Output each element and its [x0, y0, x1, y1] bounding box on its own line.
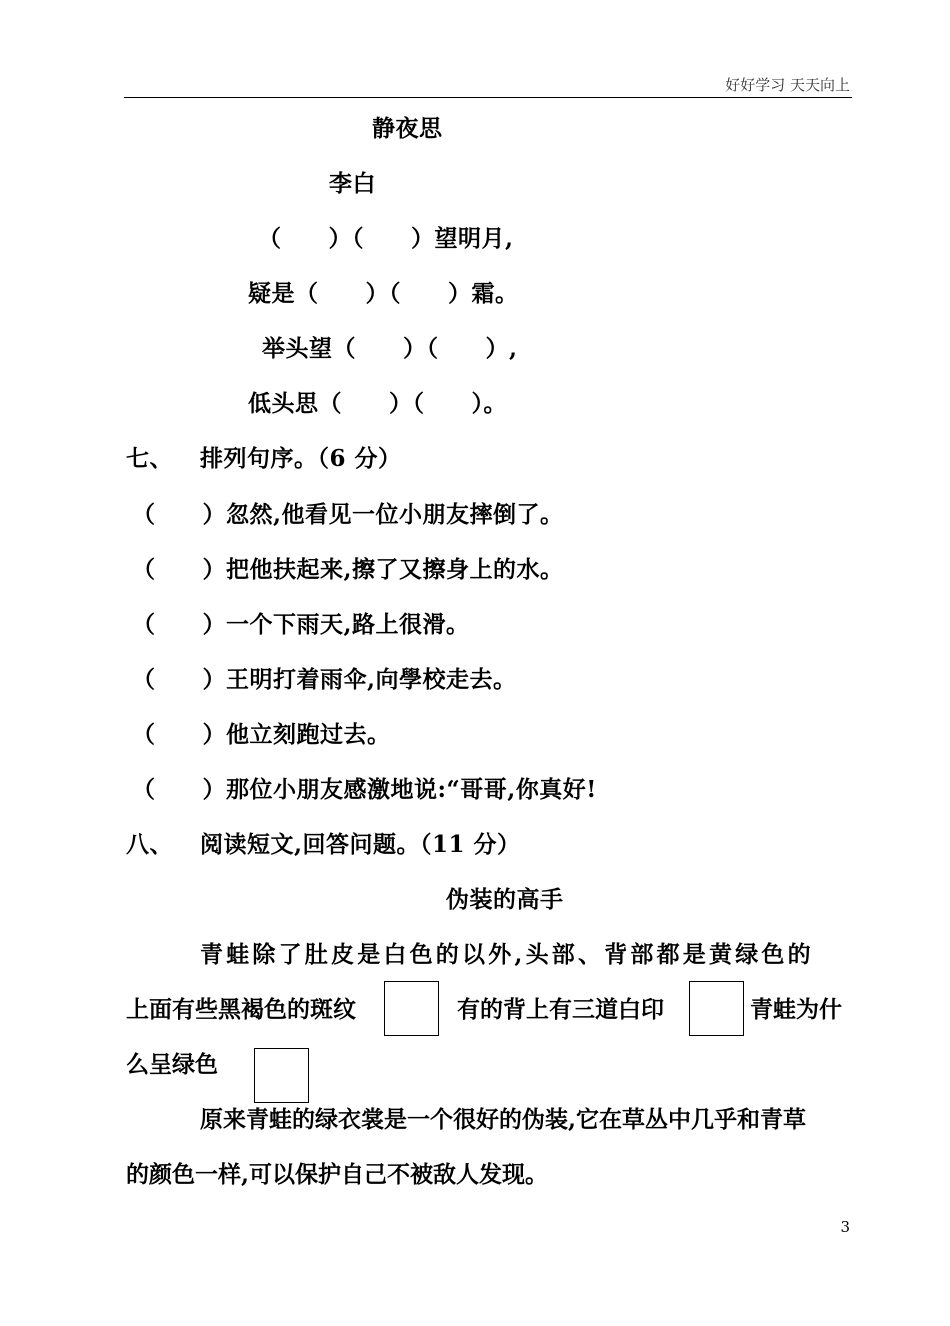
poem-author: 李白 — [329, 170, 376, 197]
header-divider — [124, 97, 852, 98]
sentence-item-6: （ ）那位小朋友感激地说:“哥哥,你真好! — [132, 776, 597, 803]
paragraph-1-line-3: 么呈绿色 — [126, 1051, 218, 1078]
section-8-number: 八、 — [126, 831, 173, 858]
sentence-item-5: （ ）他立刻跑过去。 — [132, 721, 391, 748]
section-7-heading: 排列句序。（6 分） — [200, 445, 402, 472]
section-7-number: 七、 — [126, 445, 173, 472]
poem-line-2: 疑是（ ）（ ）霜。 — [248, 280, 519, 307]
article-title: 伪装的高手 — [446, 886, 564, 913]
paragraph-1-line-2-a: 上面有些黑褐色的斑纹 — [126, 996, 356, 1023]
page-number: 3 — [840, 1218, 850, 1236]
paragraph-1-line-1: 青蛙除了肚皮是白色的以外,头部、背部都是黄绿色的 — [200, 941, 814, 968]
header-motto: 好好学习 天天向上 — [725, 76, 850, 94]
poem-line-3: 举头望（ ）（ ）, — [262, 335, 518, 362]
sentence-item-2: （ ）把他扶起来,擦了又擦身上的水。 — [132, 556, 564, 583]
punctuation-answer-box-2[interactable] — [689, 981, 744, 1036]
sentence-item-4: （ ）王明打着雨伞,向學校走去。 — [132, 666, 517, 693]
paragraph-1-line-2-b: 有的背上有三道白印 — [457, 996, 664, 1023]
punctuation-answer-box-3[interactable] — [254, 1048, 309, 1103]
paragraph-2-line-1: 原来青蛙的绿衣裳是一个很好的伪装,它在草丛中几乎和青草 — [200, 1106, 807, 1133]
punctuation-answer-box-1[interactable] — [384, 981, 439, 1036]
poem-line-4: 低头思（ ）（ ）。 — [248, 390, 507, 417]
sentence-item-1: （ ）忽然,他看见一位小朋友摔倒了。 — [132, 501, 564, 528]
paragraph-1-line-2-c: 青蛙为什 — [750, 996, 842, 1023]
paragraph-2-line-2: 的颜色一样,可以保护自己不被敌人发现。 — [126, 1161, 549, 1188]
poem-title: 静夜思 — [372, 115, 443, 142]
section-8-heading: 阅读短文,回答问题。（11 分） — [200, 831, 521, 858]
sentence-item-3: （ ）一个下雨天,路上很滑。 — [132, 611, 470, 638]
poem-line-1: （ ）（ ）望明月, — [258, 225, 514, 252]
